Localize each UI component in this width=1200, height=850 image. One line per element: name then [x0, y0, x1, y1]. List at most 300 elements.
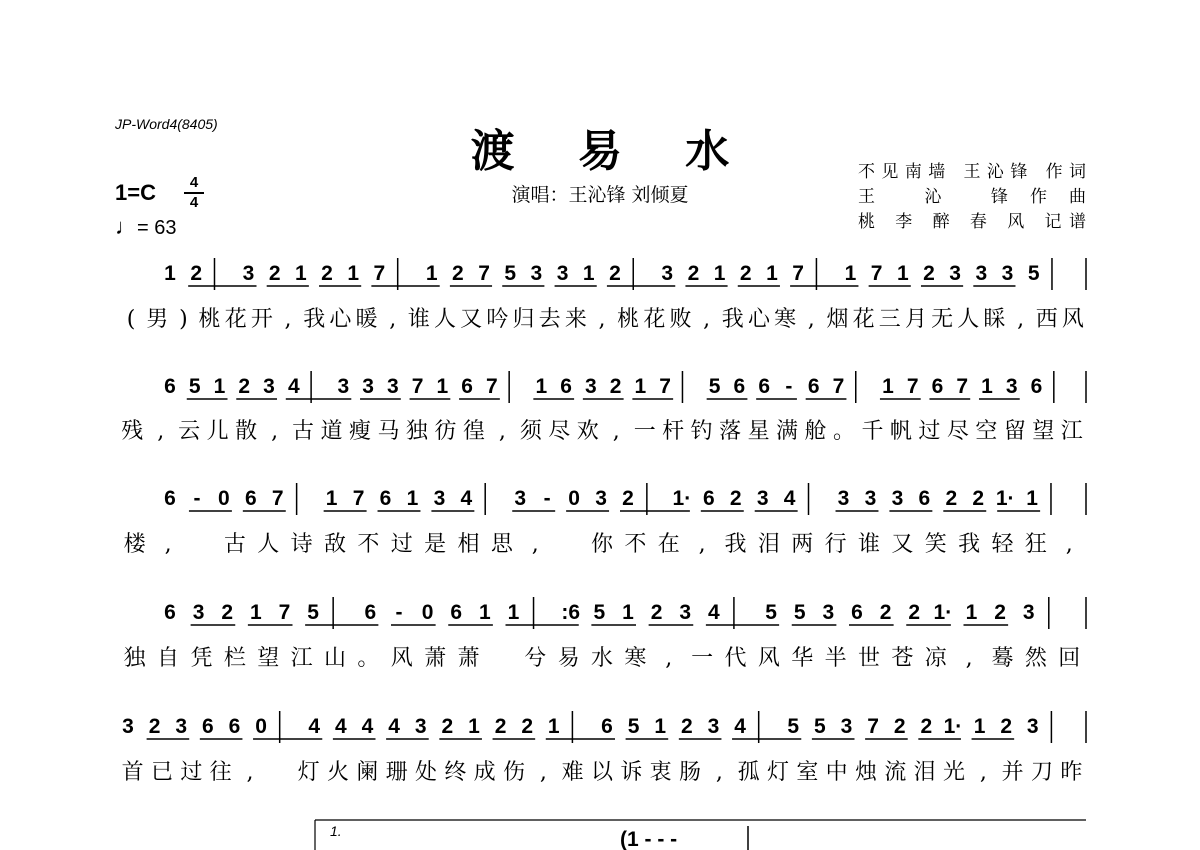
note-numeral: 5	[188, 375, 201, 398]
note-numeral: 7	[792, 262, 804, 285]
note-numeral: 1	[713, 262, 726, 285]
lyric-character: 成	[473, 760, 496, 785]
note-numeral: 3	[556, 262, 569, 285]
lyric-character: 满	[776, 419, 799, 444]
lyric-character: 兮	[524, 646, 547, 671]
note-numeral: 3	[891, 487, 904, 510]
note-numeral: 3	[949, 262, 961, 285]
lyric-character: 苍	[891, 646, 914, 671]
note-numeral: 4	[388, 715, 400, 738]
note-numeral: 1	[479, 601, 491, 624]
lyric-character: 诉	[620, 760, 643, 785]
lyric-character: 山	[323, 646, 346, 671]
lyric-character: ,	[612, 419, 620, 444]
lyric-character: 。	[832, 419, 856, 444]
note-numeral: 2	[893, 715, 906, 738]
note-numeral: 2	[609, 262, 621, 285]
transcriber-credit: 桃 李 醉 春 风 记谱	[858, 212, 1086, 232]
lyric-character: 轻	[991, 532, 1014, 557]
lyric-character: 三	[878, 307, 901, 332]
note-numeral: 1	[164, 262, 176, 285]
lyric-character: 归	[512, 307, 535, 332]
note-numeral: 3	[756, 487, 769, 510]
note-numeral: 3	[530, 262, 543, 285]
note-numeral: 1	[507, 601, 520, 624]
note-numeral: 1	[882, 375, 894, 398]
note-numeral: 3	[975, 262, 988, 285]
lyric-character: 残	[121, 419, 144, 444]
lyric-character: 敌	[323, 532, 346, 557]
tempo-value: = 63	[137, 217, 177, 239]
note-numeral: 2	[494, 715, 507, 738]
lyric-character: 落	[719, 419, 742, 444]
lyric-character: 无	[931, 307, 954, 332]
note-numeral: 7	[271, 487, 284, 510]
lyric-character: 儿	[206, 419, 229, 444]
note-numeral: 2	[441, 715, 454, 738]
lyric-character: 桃	[617, 307, 640, 332]
lyric-character: 世	[858, 646, 881, 671]
note-numeral: 3	[585, 375, 597, 398]
note-numeral: 0	[421, 601, 434, 624]
note-numeral: 5	[1027, 262, 1040, 285]
lyric-character: 以	[590, 760, 614, 785]
lyric-character: 刀	[1030, 760, 1054, 785]
note-numeral: 2	[1000, 715, 1013, 738]
note-numeral: 2	[680, 715, 693, 738]
note-numeral: 1	[547, 715, 560, 738]
note-numeral: 7	[867, 715, 879, 738]
lyric-character: 马	[377, 419, 400, 444]
lyric-character: 人	[957, 307, 980, 332]
lyric-character: ,	[539, 760, 547, 785]
lyric-character: 过	[918, 419, 941, 444]
note-numeral: 6	[702, 487, 715, 510]
note-numeral: :6	[561, 601, 581, 624]
lyric-character: 肠	[678, 760, 702, 785]
lyric-character: 独	[123, 646, 146, 671]
note-numeral: 3	[263, 375, 275, 398]
lyric-character: ,	[807, 307, 815, 332]
lyric-character: 暖	[355, 307, 378, 332]
lyric-character: ,	[703, 307, 711, 332]
singers-credit: 演唱：王沁锋 刘倾夏	[511, 184, 689, 206]
lyric-character: 不	[624, 532, 647, 557]
lyric-character: 风	[390, 646, 413, 671]
lyric-character: 徨	[462, 419, 485, 444]
software-watermark: JP-Word4(8405)	[115, 116, 218, 132]
lyric-character: 桃	[198, 307, 221, 332]
note-numeral: -	[395, 601, 403, 624]
lyric-character: 衷	[649, 760, 672, 785]
lyric-character: ,	[598, 307, 606, 332]
lyric-character: ,	[965, 646, 973, 671]
lyric-character: 花	[224, 307, 247, 332]
lyric-character: 过	[180, 760, 203, 785]
note-numeral: 4	[287, 375, 300, 398]
note-numeral: 1·	[672, 487, 692, 510]
lyric-character: 心	[329, 307, 352, 332]
note-numeral: 2	[521, 715, 534, 738]
note-numeral: 3	[1005, 375, 1018, 398]
time-signature-bottom: 4	[189, 194, 199, 211]
note-numeral: 1	[425, 262, 438, 285]
note-numeral: (1 - - -	[620, 828, 678, 850]
note-numeral: 7	[373, 262, 386, 285]
lyric-character: 相	[457, 532, 480, 557]
lyric-character: 凉	[924, 646, 947, 671]
note-numeral: 6	[450, 601, 463, 624]
lyric-character: 望	[257, 646, 280, 671]
note-numeral: 1	[844, 262, 857, 285]
lyric-character: 往	[209, 760, 232, 785]
note-numeral: 1	[295, 262, 307, 285]
lyric-character: ,	[1065, 532, 1073, 557]
lyric-character: 败	[669, 307, 692, 332]
note-numeral: 3	[840, 715, 853, 738]
note-numeral: 1	[965, 601, 978, 624]
note-numeral: 1	[535, 375, 548, 398]
note-numeral: 3	[362, 375, 374, 398]
note-numeral: 4	[460, 487, 473, 510]
note-numeral: 7	[659, 375, 671, 398]
note-numeral: 1	[468, 715, 480, 738]
lyric-character: 流	[884, 760, 907, 785]
lyric-character: 泪	[913, 760, 936, 785]
lyric-character: 杆	[662, 419, 685, 444]
note-numeral: 1	[766, 262, 778, 285]
lyric-character: 留	[1003, 419, 1026, 444]
note-numeral: 1	[325, 487, 338, 510]
note-numeral: 7	[352, 487, 365, 510]
lyric-character: 空	[975, 419, 998, 444]
note-numeral: 6	[379, 487, 392, 510]
lyric-character: ,	[715, 760, 723, 785]
lyric-character: ,	[1017, 307, 1025, 332]
time-signature-top: 4	[189, 174, 199, 191]
note-numeral: 2	[221, 601, 234, 624]
lyric-character: 我	[303, 307, 326, 332]
note-numeral: 2	[452, 262, 464, 285]
lyric-character: 思	[490, 532, 513, 557]
note-numeral: 2	[920, 715, 933, 738]
note-numeral: 2	[622, 487, 634, 510]
lyric-character: 古	[292, 419, 315, 444]
note-numeral: 1	[973, 715, 986, 738]
lyric-character: 不	[357, 532, 380, 557]
lyric-character: 尽	[946, 419, 969, 444]
note-numeral: 3	[414, 715, 427, 738]
lyric-character: 我	[724, 532, 747, 557]
lyric-character: 彷	[434, 419, 457, 444]
note-numeral: 2	[879, 601, 892, 624]
note-numeral: 5	[787, 715, 800, 738]
lyric-character: 诗	[290, 532, 313, 557]
lyric-character: 江	[290, 646, 313, 671]
note-numeral: 7	[956, 375, 969, 398]
lyric-character: 中	[825, 760, 848, 785]
note-numeral: 7	[870, 262, 883, 285]
note-numeral: 3	[433, 487, 446, 510]
note-numeral: 3	[1022, 601, 1035, 624]
lyric-character: 水	[590, 646, 614, 671]
lyric-character: 瘦	[348, 419, 372, 444]
lyric-character: 华	[791, 646, 814, 671]
lyric-character: 光	[942, 760, 966, 785]
lyric-character: 火	[326, 760, 350, 785]
lyric-character: 睬	[983, 307, 1006, 332]
lyric-character: 寒	[774, 307, 797, 332]
lyric-character: 萧	[424, 646, 447, 671]
lyric-character: 泪	[757, 532, 780, 557]
lyric-character: 男	[146, 307, 169, 332]
note-numeral: -	[785, 375, 793, 398]
lyric-character: 伤	[502, 760, 526, 785]
lyric-character: 花	[643, 307, 666, 332]
note-numeral: 7	[906, 375, 919, 398]
lyric-character: 你	[590, 532, 614, 557]
note-numeral: 6	[807, 375, 820, 398]
note-numeral: 2	[321, 262, 333, 285]
lyric-character: 尽	[548, 419, 571, 444]
note-numeral: 7	[832, 375, 845, 398]
lyric-character: 蓦	[991, 646, 1014, 671]
note-numeral: 4	[734, 715, 746, 738]
lyric-character: 处	[414, 760, 438, 785]
note-numeral: 1	[981, 375, 993, 398]
note-numeral: 1	[1026, 487, 1038, 510]
note-numeral: 6	[851, 601, 863, 624]
song-title: 渡 易 水	[470, 126, 754, 177]
lyric-character: 阑	[356, 760, 379, 785]
volta-label: 1.	[330, 823, 342, 839]
note-numeral: 5	[708, 375, 721, 398]
note-numeral: 6	[244, 487, 257, 510]
note-numeral: 5	[593, 601, 606, 624]
note-numeral: 1·	[933, 601, 953, 624]
note-numeral: 4	[361, 715, 374, 738]
note-numeral: 6	[164, 601, 176, 624]
note-numeral: 6	[164, 375, 176, 398]
lyric-character: 我	[958, 532, 981, 557]
lyric-character: ,	[979, 760, 987, 785]
note-numeral: 1	[250, 601, 262, 624]
note-numeral: 1	[406, 487, 419, 510]
lyric-character: 风	[1061, 307, 1084, 332]
note-numeral: 1·	[943, 715, 963, 738]
note-numeral: 5	[765, 601, 777, 624]
lyric-character: 月	[904, 307, 927, 332]
note-numeral: 3	[242, 262, 255, 285]
note-numeral: 1	[654, 715, 667, 738]
note-numeral: 2	[923, 262, 935, 285]
note-numeral: 6	[931, 375, 944, 398]
note-numeral: 6	[758, 375, 771, 398]
note-numeral: 2	[238, 375, 251, 398]
lyric-character: 孤	[737, 760, 760, 785]
lyric-character: 钓	[690, 419, 713, 444]
lyric-character: 灯	[766, 760, 790, 785]
note-numeral: 2	[268, 262, 281, 285]
lyric-character: 吟	[486, 307, 509, 332]
note-numeral: 4	[308, 715, 321, 738]
lyric-character: 狂	[1024, 532, 1047, 557]
lyric-character: ,	[698, 532, 706, 557]
lyric-character: 自	[157, 646, 180, 671]
lyric-character: 过	[390, 532, 413, 557]
note-numeral: 6	[364, 601, 377, 624]
note-numeral: 4	[335, 715, 347, 738]
note-numeral: 2	[609, 375, 622, 398]
note-numeral: 2	[650, 601, 663, 624]
lyric-character: 珊	[385, 760, 408, 785]
lyric-character: 云	[178, 419, 201, 444]
lyric-character: 心	[747, 307, 770, 332]
note-numeral: 3	[192, 601, 205, 624]
lyric-character: 回	[1058, 646, 1081, 671]
note-numeral: 6	[201, 715, 214, 738]
lyric-character: 独	[405, 419, 428, 444]
note-numeral: 5	[307, 601, 319, 624]
lyric-character: 两	[791, 532, 814, 557]
lyric-character: 萧	[457, 646, 480, 671]
note-numeral: 1	[436, 375, 449, 398]
note-numeral: 6	[1030, 375, 1043, 398]
lyric-character: 谁	[407, 307, 430, 332]
lyric-character: 一	[691, 646, 714, 671]
lyric-character: 楼	[123, 532, 146, 557]
note-numeral: 7	[485, 375, 498, 398]
lyric-character: 又	[460, 307, 483, 332]
lyric-character: 人	[257, 532, 280, 557]
note-numeral: 3	[864, 487, 877, 510]
lyric-character: 又	[891, 532, 914, 557]
lyric-character: 烛	[854, 760, 878, 785]
note-numeral: 6	[560, 375, 572, 398]
lyric-character: 须	[519, 419, 542, 444]
note-numeral: 3	[337, 375, 350, 398]
note-numeral: 7	[278, 601, 291, 624]
note-numeral: 6	[733, 375, 746, 398]
lyric-character: 散	[235, 419, 258, 444]
lyric-character: ,	[164, 532, 172, 557]
lyric-character: 首	[121, 760, 144, 785]
lyric-character: 一	[633, 419, 656, 444]
lyricist-credit: 不见南墙 王沁锋 作词	[858, 162, 1086, 182]
note-numeral: 6	[918, 487, 931, 510]
lyric-character: 易	[557, 646, 580, 671]
lyric-character: 千	[861, 419, 884, 444]
note-numeral: 3	[386, 375, 399, 398]
lyric-character: ,	[246, 760, 254, 785]
note-numeral: 7	[411, 375, 424, 398]
lyric-character: 舱	[804, 419, 827, 444]
note-numeral: 2	[148, 715, 161, 738]
lyric-character: 开	[250, 307, 273, 332]
note-numeral: 5	[793, 601, 806, 624]
note-numeral: 4	[708, 601, 720, 624]
lyric-character: 古	[223, 532, 246, 557]
lyric-character: 并	[1001, 760, 1024, 785]
note-numeral: 2	[190, 262, 203, 285]
note-numeral: 1	[896, 262, 909, 285]
lyric-character: 风	[757, 646, 780, 671]
key-signature: 1=C	[115, 180, 156, 205]
lyric-character: 然	[1024, 646, 1047, 671]
note-numeral: 6	[228, 715, 241, 738]
note-numeral: 5	[814, 715, 826, 738]
lyric-character: 终	[444, 760, 467, 785]
note-numeral: -	[193, 487, 201, 510]
lyric-character: 花	[852, 307, 875, 332]
note-numeral: 2	[972, 487, 985, 510]
lyric-character: 寒	[624, 646, 647, 671]
lyric-character: 道	[320, 419, 343, 444]
lyric-character: ,	[271, 419, 279, 444]
lyric-character: (	[126, 307, 136, 332]
note-numeral: 3	[837, 487, 850, 510]
lyric-character: ,	[389, 307, 397, 332]
lyric-character: 难	[561, 760, 584, 785]
note-numeral: 0	[255, 715, 267, 738]
lyric-character: 烟	[826, 307, 849, 332]
note-numeral: 1	[622, 601, 634, 624]
lyric-character: 是	[424, 532, 447, 557]
lyric-character: 灯	[297, 760, 320, 785]
note-numeral: 6	[601, 715, 613, 738]
composer-credit: 王 沁 锋作曲	[858, 187, 1086, 207]
note-numeral: 3	[514, 487, 527, 510]
lyric-character: 谁	[858, 532, 881, 557]
lyric-character: 去	[538, 307, 561, 332]
note-numeral: 6	[164, 487, 176, 510]
lyric-character: 笑	[924, 532, 947, 557]
lyric-character: 半	[824, 646, 847, 671]
note-numeral: 3	[707, 715, 720, 738]
lyric-character: 来	[564, 307, 587, 332]
lyric-character: 在	[657, 532, 680, 557]
lyric-character: 行	[824, 532, 847, 557]
note-numeral: 3	[595, 487, 607, 510]
note-numeral: 2	[908, 601, 921, 624]
lyric-character: 江	[1060, 419, 1083, 444]
note-numeral: 1	[213, 375, 226, 398]
lyric-character: ,	[157, 419, 165, 444]
note-numeral: 3	[679, 601, 692, 624]
note-numeral: 5	[504, 262, 517, 285]
note-numeral: 0	[218, 487, 230, 510]
lyric-character: 室	[796, 760, 819, 785]
lyric-character: ,	[498, 419, 506, 444]
lyric-character: 人	[434, 307, 457, 332]
lyric-character: 栏	[223, 646, 246, 671]
note-numeral: 0	[568, 487, 580, 510]
note-numeral: 3	[175, 715, 188, 738]
note-numeral: 3	[1001, 262, 1014, 285]
lyric-character: 我	[721, 307, 744, 332]
lyric-character: 星	[747, 419, 770, 444]
note-numeral: 1·	[995, 487, 1015, 510]
note-numeral: 3	[122, 715, 134, 738]
lyric-character: 帆	[889, 419, 912, 444]
note-numeral: 3	[822, 601, 835, 624]
note-numeral: 5	[627, 715, 640, 738]
note-numeral: 4	[783, 487, 796, 510]
note-numeral: 3	[1026, 715, 1039, 738]
lyric-character: 欢	[576, 419, 599, 444]
lyric-character: 凭	[190, 646, 213, 671]
lyric-character: ,	[284, 307, 292, 332]
